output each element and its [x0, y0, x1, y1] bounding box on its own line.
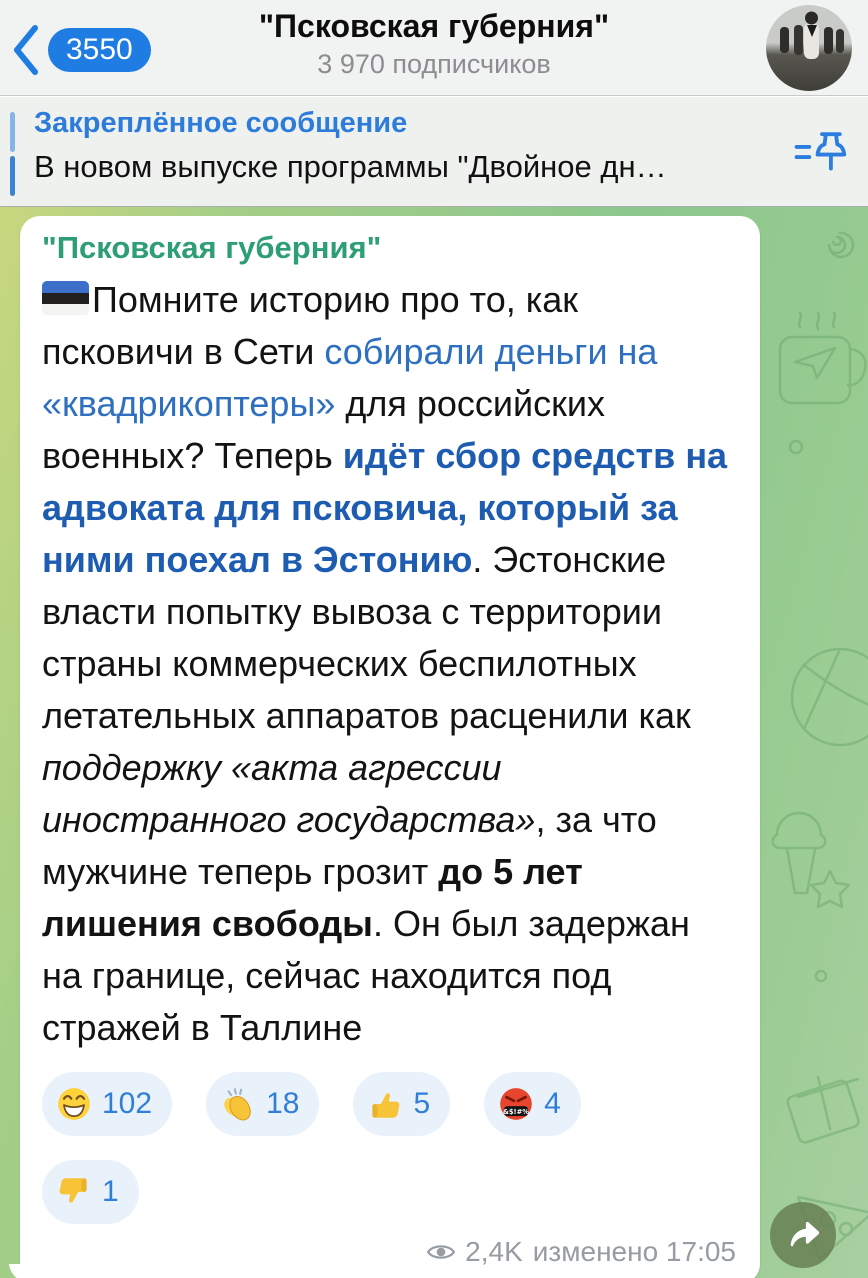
message-author[interactable]: "Псковская губерния": [42, 230, 382, 265]
edited-time: изменено 17:05: [532, 1236, 736, 1267]
message-text-segment: поддержку «акта агрессии иностранного государства»: [42, 747, 536, 840]
reaction-count: 102: [102, 1087, 153, 1120]
pinned-indicator-segment: [10, 112, 15, 152]
views-count: 2,4K: [465, 1236, 523, 1267]
dot-doodle-icon: [812, 967, 830, 985]
reaction-clap[interactable]: [206, 1072, 319, 1136]
chat-title: "Псковская губерния": [258, 8, 610, 44]
cursing-face-emoji: [497, 1085, 535, 1123]
grinning-face-emoji: [55, 1085, 93, 1123]
message-bubble: [20, 216, 760, 1278]
message-text-segment: , за что мужчине теперь грозит: [42, 799, 657, 892]
channel-avatar[interactable]: [766, 5, 852, 91]
dot-doodle-icon: [786, 437, 806, 457]
message-text-segment: Помните историю про то, как псковичи в Сети: [42, 279, 579, 372]
chat-header-info[interactable]: [154, 8, 714, 80]
swirl-doodle-icon: [820, 225, 860, 265]
reaction-count: 1: [102, 1175, 119, 1208]
pinned-label: Закреплённое сообщение: [34, 107, 408, 139]
share-button[interactable]: [770, 1202, 836, 1268]
message-text: [42, 274, 738, 1054]
back-button[interactable]: [10, 24, 151, 76]
navigation-bar: [0, 0, 868, 96]
avatar-photo: [766, 5, 852, 91]
message-link[interactable]: идёт сбор средств на адвоката для псковича, который за ними поехал в Эстонию: [42, 435, 728, 580]
reaction-thumbs-down[interactable]: [42, 1160, 139, 1224]
star-doodle-icon: [800, 867, 860, 911]
svg-text:&$!#%: &$!#%: [503, 1107, 530, 1116]
message-link[interactable]: собирали деньги на «квадрикоптеры»: [42, 331, 658, 424]
reaction-count: 18: [266, 1087, 300, 1120]
pinned-message-bar[interactable]: [0, 97, 868, 207]
reaction-grinning[interactable]: [42, 1072, 172, 1136]
reactions-row: [42, 1072, 602, 1224]
chat-background: [0, 207, 868, 1278]
message-text-segment: для российских военных? Теперь: [42, 383, 605, 476]
clapping-hands-emoji: [219, 1085, 257, 1123]
thumbs-down-emoji: [55, 1173, 93, 1211]
reaction-count: 4: [544, 1087, 561, 1120]
globe-doodle-icon: [790, 627, 868, 767]
views-eye-icon: [427, 1241, 455, 1263]
message-meta: [427, 1236, 736, 1268]
thumbs-up-emoji: [366, 1085, 404, 1123]
message-text-segment: . Он был задержан на границе, сейчас находится под стражей в Таллине: [42, 903, 690, 1048]
reaction-thumbs-up[interactable]: [353, 1072, 450, 1136]
share-arrow-icon: [784, 1216, 822, 1254]
message-text-segment: до 5 лет лишения свободы: [42, 851, 583, 944]
message-text-segment: . Эстонские власти попытку вывоза с территории страны коммерческих беспилотных летательных аппаратов расценили как: [42, 539, 691, 736]
subscriber-count: 3 970 подписчиков: [317, 49, 551, 79]
estonia-flag-emoji: [42, 281, 89, 315]
back-chevron-icon: [10, 24, 40, 76]
pinned-preview-text: В новом выпуске программы "Двойное дн…: [34, 149, 667, 184]
pinned-list-icon[interactable]: [794, 126, 850, 183]
mug-doodle-icon: [770, 307, 868, 417]
pinned-indicator-segment: [10, 156, 15, 196]
reaction-count: 5: [413, 1087, 431, 1120]
reaction-cursing[interactable]: [484, 1072, 581, 1136]
gift-doodle-icon: [780, 1057, 868, 1147]
unread-count-badge[interactable]: 3550: [48, 28, 151, 72]
